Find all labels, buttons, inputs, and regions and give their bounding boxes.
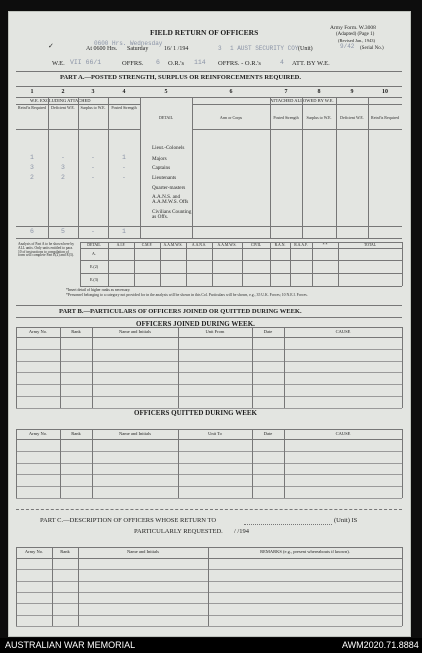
analysis-header: C.M.F.	[141, 243, 153, 247]
table-header: CAUSE	[335, 329, 351, 334]
divider	[16, 71, 402, 72]
grid-line	[16, 603, 402, 604]
analysis-header: CIVIL	[250, 243, 262, 247]
grid-line	[78, 547, 79, 626]
column-header: Deficient W.E.	[340, 115, 364, 120]
table-header: CAUSE	[335, 431, 351, 436]
serial-typed: 9/42	[340, 43, 355, 50]
grid-line	[16, 569, 402, 570]
over-typed: 0600 Hrs. Wednesday	[94, 40, 163, 47]
table-header: Date	[263, 329, 273, 334]
analysis-header: R.A.A.F.	[294, 243, 308, 247]
table-header: Unit From	[205, 329, 225, 334]
divider	[16, 509, 402, 510]
grid-line	[108, 242, 109, 286]
grid-line	[16, 451, 402, 452]
grid-line	[78, 97, 79, 238]
grid-line	[338, 242, 339, 286]
grid-line	[208, 547, 209, 626]
offrs-label: OFFRS.	[122, 60, 144, 67]
table-header: Name and Initials	[127, 549, 159, 554]
grid-line	[140, 97, 141, 238]
grid-line	[160, 242, 161, 286]
divider	[16, 317, 402, 318]
we-label: W.E.	[52, 60, 65, 67]
offrs-value: 6	[156, 59, 160, 66]
column-number: 9	[350, 89, 354, 95]
grid-line	[284, 429, 285, 498]
offrs2-label: OFFRS. - O.R.'s	[218, 60, 261, 67]
grid-line	[92, 429, 93, 498]
grid-line	[16, 337, 402, 338]
form-title: FIELD RETURN OF OFFICERS	[150, 28, 259, 37]
table-header: REMARKS (e.g., present whereabouts if known).	[260, 549, 350, 554]
column-header: Posted Strength	[111, 105, 137, 110]
divider	[16, 305, 402, 306]
grid-line	[16, 498, 402, 499]
unit-typed: 1 AUST SECURITY COY	[230, 45, 299, 52]
att-label: ATT. BY W.E.	[292, 60, 330, 67]
grid-line	[16, 547, 17, 626]
grid-line	[368, 97, 369, 238]
grid-line	[402, 327, 403, 408]
form-sheet	[8, 11, 411, 637]
analysis-header: R.A.N.	[274, 243, 286, 247]
grid-line	[270, 242, 271, 286]
grid-line	[284, 327, 285, 408]
column-header: DETAIL	[158, 115, 174, 120]
grid-line	[16, 592, 402, 593]
column-header: Surplus to W.E.	[306, 115, 332, 120]
total-value: -	[91, 228, 95, 235]
analysis-header: A.A.N.S.	[191, 243, 207, 247]
strength-value: 2	[61, 174, 65, 181]
analysis-header: TOTAL	[363, 243, 377, 247]
table-header: Army No.	[24, 549, 44, 554]
grid-line	[16, 463, 402, 464]
column-number: 8	[317, 89, 321, 95]
grid-line	[192, 104, 402, 105]
grid-line	[48, 97, 49, 238]
grid-line	[16, 104, 140, 105]
divider	[16, 226, 402, 227]
grid-line	[192, 97, 193, 238]
analysis-header: A.I.F.	[116, 243, 126, 247]
strength-value: -	[91, 154, 95, 161]
part-c-date: / /194	[234, 528, 249, 535]
grid-line	[16, 615, 402, 616]
strength-value: -	[122, 174, 126, 181]
analysis-header: DETAIL	[87, 243, 101, 247]
quitted-title: OFFICERS QUITTED DURING WEEK	[134, 409, 257, 417]
grid-line	[16, 429, 402, 430]
unit-blank	[244, 524, 332, 525]
analysis-header: A.A.M.W.S.	[163, 243, 183, 247]
grid-line	[80, 260, 402, 261]
grid-line	[270, 97, 271, 238]
grid-line	[92, 327, 93, 408]
grid-line	[16, 429, 17, 498]
grid-line	[16, 547, 402, 548]
grid-line	[60, 429, 61, 498]
divider	[192, 129, 402, 130]
rank-label: A.A.N.S. and A.A.M.W.S. Offs	[152, 194, 189, 206]
grid-line	[60, 327, 61, 408]
table-header: Date	[263, 431, 273, 436]
form-revised: (Revised Jan., 1943)	[338, 38, 375, 43]
serial-label: (Serial No.)	[360, 46, 384, 51]
column-header: Posted Strength	[273, 115, 299, 120]
grid-line	[212, 242, 213, 286]
grid-line	[16, 349, 402, 350]
total-value: 6	[30, 228, 34, 235]
analysis-row-label: E.(2)	[89, 264, 99, 269]
grid-line	[186, 242, 187, 286]
grid-line	[16, 486, 402, 487]
grid-line	[16, 384, 402, 385]
we-value: VII 66/1	[70, 59, 102, 66]
table-header: Name and Initials	[119, 329, 151, 334]
grid-line	[402, 547, 403, 626]
part-c-title: PART C.—DESCRIPTION OF OFFICERS WHOSE RETURN TO	[40, 517, 217, 524]
grid-line	[290, 242, 291, 286]
grid-line	[52, 547, 53, 626]
year-suffix-typed: 3	[218, 45, 222, 52]
form-adapted: (Adapted) (Page 1)	[336, 32, 375, 37]
column-number: 7	[284, 89, 288, 95]
footer-accession: AWM2020.71.8884	[342, 640, 419, 650]
table-header: Rank	[60, 549, 70, 554]
total-value: 1	[122, 228, 126, 235]
column-number: 1	[30, 89, 34, 95]
part-a-title: PART A.—POSTED STRENGTH, SURPLUS OR REINFORCEMENTS REQUIRED.	[60, 74, 301, 81]
column-header: Arm or Corps	[219, 115, 243, 120]
ors-value: 114	[194, 59, 206, 66]
strength-value: 1	[122, 154, 126, 161]
part-b-title: PART B.—PARTICULARS OF OFFICERS JOINED OR QUITTED DURING WEEK.	[59, 308, 302, 315]
grid-line	[336, 97, 337, 238]
grid-line	[252, 327, 253, 408]
footer-bar	[0, 638, 422, 653]
column-number: 6	[229, 89, 233, 95]
grid-line	[16, 361, 402, 362]
analysis-row-label: E.(3)	[89, 277, 99, 282]
column-number: 4	[122, 89, 126, 95]
offrs2-value: 4	[280, 59, 284, 66]
divider	[16, 238, 402, 239]
we-excluding-label: W.E. EXCLUDING ATTACHED	[30, 98, 91, 103]
strength-value: -	[122, 164, 126, 171]
grid-line	[178, 327, 179, 408]
check-mark: ✓	[48, 42, 54, 50]
part-c-unit: (Unit) IS	[334, 517, 358, 524]
rank-label: Lieut.-Colonels	[152, 145, 185, 151]
grid-line	[178, 429, 179, 498]
analysis-header: A.A.M.W.S.	[217, 243, 237, 247]
analysis-note: Analysis of Part A to be shown here by ALL units. Only units entitled to para. 10 of instructions to compilation of form will complete Part E(2) and E(3).	[18, 242, 75, 258]
column-number: 3	[91, 89, 95, 95]
column-header: Reinf'ts Required	[371, 115, 399, 120]
table-header: Army No.	[28, 431, 48, 436]
grid-line	[16, 474, 402, 475]
divider	[16, 86, 402, 87]
grid-line	[16, 581, 402, 582]
strength-value: 3	[61, 164, 65, 171]
analysis-row-label: A.	[92, 251, 96, 256]
grid-line	[80, 273, 402, 274]
grid-line	[134, 242, 135, 286]
at-day: Saturday	[127, 46, 149, 52]
table-header: Rank	[71, 329, 81, 334]
strength-value: -	[91, 174, 95, 181]
table-header: Rank	[71, 431, 81, 436]
grid-line	[80, 248, 402, 249]
joined-title: OFFICERS JOINED DURING WEEK.	[136, 320, 255, 328]
grid-line	[402, 429, 403, 498]
grid-line	[108, 97, 109, 238]
rank-label: Majors	[152, 156, 167, 162]
column-number: 2	[61, 89, 65, 95]
grid-line	[16, 396, 402, 397]
analysis-header: * *	[322, 243, 328, 247]
rank-label: Lieutenants	[152, 175, 177, 181]
grid-line	[242, 242, 243, 286]
rank-label: Captains	[152, 165, 171, 171]
rank-label: Quarter-masters	[152, 185, 186, 191]
strength-value: -	[61, 154, 65, 161]
grid-line	[16, 327, 17, 408]
grid-line	[16, 327, 402, 328]
grid-line	[402, 242, 403, 286]
grid-line	[312, 242, 313, 286]
strength-value: 1	[30, 154, 34, 161]
column-header: Surplus to W.E.	[80, 105, 106, 110]
table-header: Army No.	[28, 329, 48, 334]
strength-value: 2	[30, 174, 34, 181]
column-header: Reinf'ts Required	[18, 105, 46, 110]
grid-line	[302, 97, 303, 238]
grid-line	[16, 626, 402, 627]
grid-line	[16, 372, 402, 373]
table-header: Name and Initials	[119, 431, 151, 436]
grid-line	[252, 429, 253, 498]
attached-allowed-label: ATTACHED ALLOWED BY W.E.	[270, 98, 334, 103]
unit-label: (Unit)	[298, 46, 313, 52]
footer-source: AUSTRALIAN WAR MEMORIAL	[5, 640, 136, 650]
table-header: Unit To	[208, 431, 222, 436]
column-number: 10	[382, 89, 388, 95]
ors-label: O.R.'s	[168, 60, 184, 67]
footnote-category: *Personnel belonging to a category not provided for in the analysis will be shown in this Col. Particulars will be shown, e.g., 35 U.K. Forces; 10 N.E.I. Forces.	[66, 293, 308, 297]
grid-line	[16, 439, 402, 440]
strength-value: -	[91, 164, 95, 171]
at-prefix: At 0600 Hrs.	[86, 46, 118, 52]
column-header: Deficient W.E.	[51, 105, 75, 110]
grid-line	[16, 558, 402, 559]
footnote-ranks: *Insert detail of higher ranks as necessary.	[66, 288, 131, 292]
part-c-line2: PARTICULARLY REQUESTED.	[134, 528, 223, 535]
column-number: 5	[164, 89, 168, 95]
grid-line	[80, 286, 402, 287]
total-value: 5	[61, 228, 65, 235]
strength-value: 3	[30, 164, 34, 171]
at-date: 16/ 1 /194	[164, 46, 189, 52]
form-number: Army Form. W.3008	[330, 25, 376, 31]
rank-label: Civilians Counting as Offs.	[152, 209, 192, 221]
